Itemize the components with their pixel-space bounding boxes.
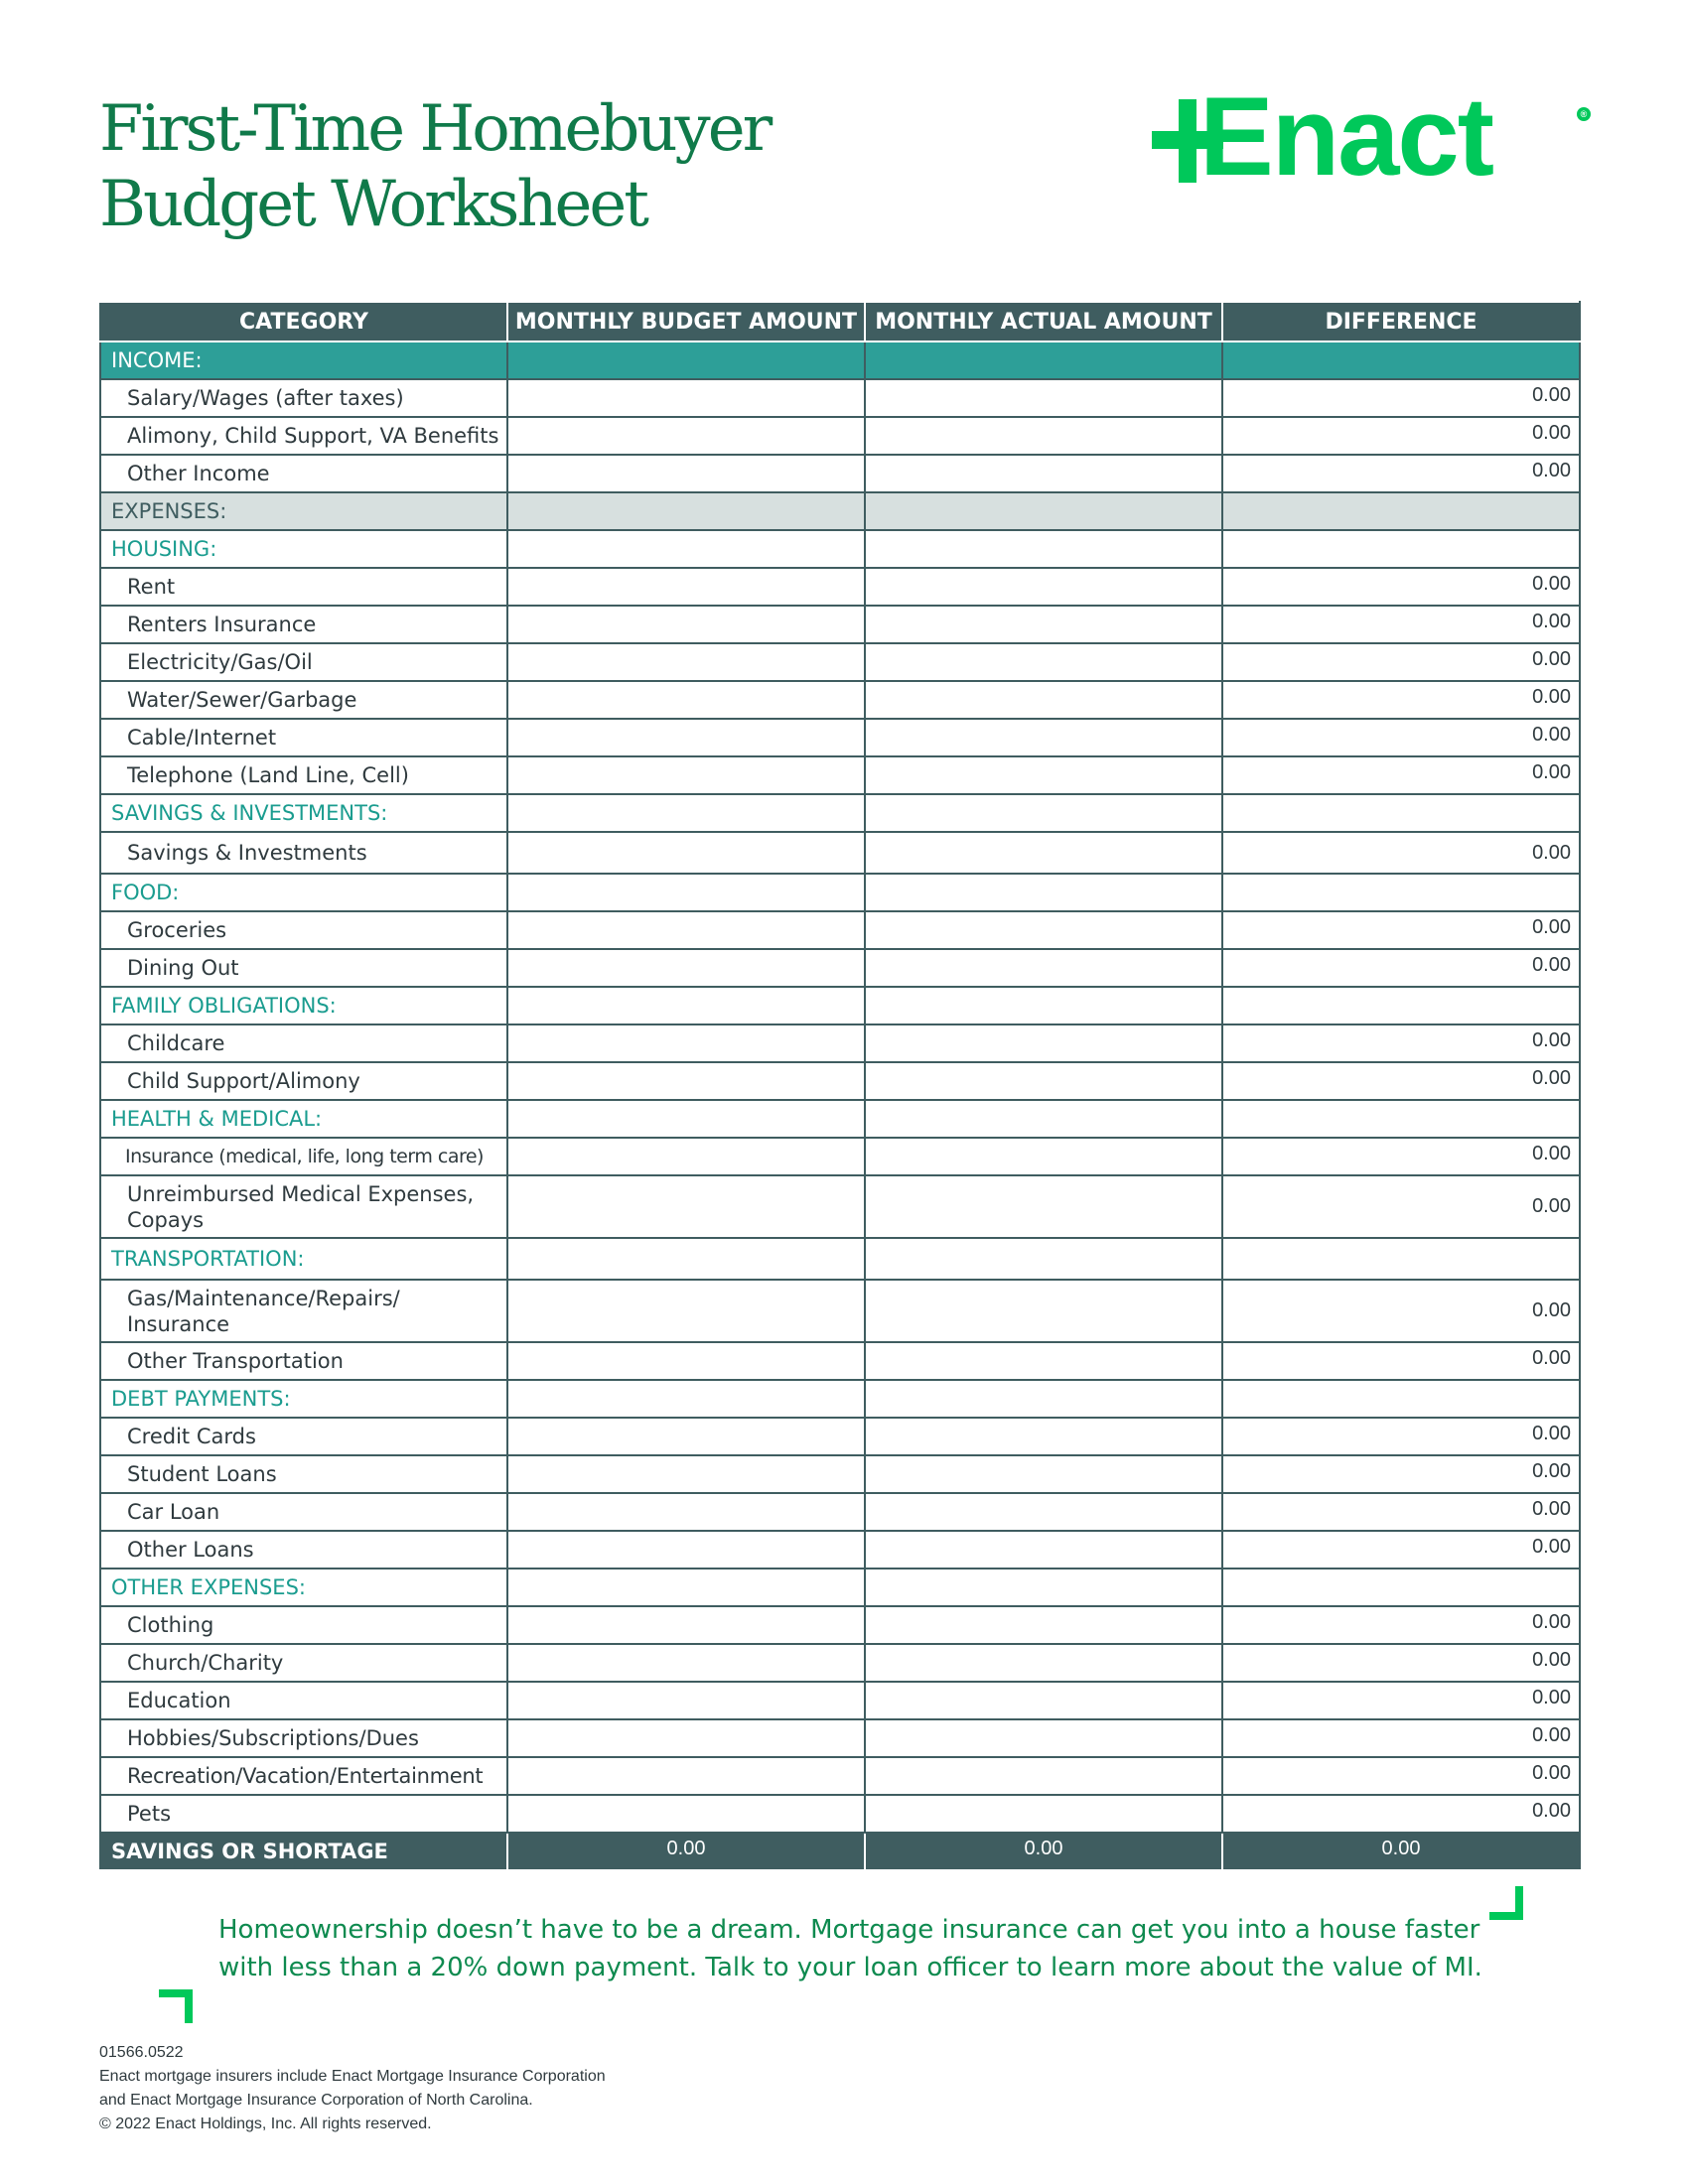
actual-input-cell[interactable] bbox=[865, 1418, 1222, 1455]
budget-input-cell[interactable] bbox=[507, 1493, 865, 1531]
budget-input-cell[interactable] bbox=[507, 379, 865, 417]
difference-value: 0.00 bbox=[1222, 606, 1580, 643]
category-row-transportation bbox=[100, 1238, 1580, 1280]
table-row bbox=[100, 1138, 1580, 1175]
budget-cell bbox=[507, 1238, 865, 1280]
budget-input-cell[interactable] bbox=[507, 1175, 865, 1238]
budget-input-cell[interactable] bbox=[507, 756, 865, 794]
budget-input-cell[interactable] bbox=[507, 1719, 865, 1757]
disclaimer-line: Enact mortgage insurers include Enact Mortgage Insurance Corporation bbox=[99, 2068, 606, 2085]
difference-cell bbox=[1222, 1100, 1580, 1138]
actual-input-cell[interactable] bbox=[865, 681, 1222, 719]
page-title bbox=[99, 91, 770, 242]
actual-input-cell[interactable] bbox=[865, 606, 1222, 643]
budget-cell bbox=[507, 1569, 865, 1606]
difference-value: 0.00 bbox=[1222, 1493, 1580, 1531]
budget-input-cell[interactable] bbox=[507, 1138, 865, 1175]
actual-input-cell[interactable] bbox=[865, 1342, 1222, 1380]
table-row bbox=[100, 1719, 1580, 1757]
table-row bbox=[100, 1531, 1580, 1569]
table-row bbox=[100, 606, 1580, 643]
difference-cell bbox=[1222, 794, 1580, 832]
category-label: HEALTH & MEDICAL: bbox=[100, 1100, 507, 1138]
difference-cell bbox=[1222, 492, 1580, 530]
table-row bbox=[100, 756, 1580, 794]
actual-cell bbox=[865, 874, 1222, 911]
difference-value: 0.00 bbox=[1222, 719, 1580, 756]
document-code: 01566.0522 bbox=[99, 2044, 184, 2061]
category-label: SAVINGS & INVESTMENTS: bbox=[100, 794, 507, 832]
actual-input-cell[interactable] bbox=[865, 417, 1222, 455]
budget-input-cell[interactable] bbox=[507, 568, 865, 606]
actual-input-cell[interactable] bbox=[865, 1606, 1222, 1644]
row-label: Recreation/Vacation/Entertainment bbox=[100, 1757, 507, 1795]
actual-input-cell[interactable] bbox=[865, 1024, 1222, 1062]
difference-cell bbox=[1222, 1380, 1580, 1418]
budget-input-cell[interactable] bbox=[507, 417, 865, 455]
difference-value: 0.00 bbox=[1222, 1757, 1580, 1795]
row-label: Clothing bbox=[100, 1606, 507, 1644]
actual-input-cell[interactable] bbox=[865, 455, 1222, 492]
actual-input-cell[interactable] bbox=[865, 911, 1222, 949]
budget-input-cell[interactable] bbox=[507, 1024, 865, 1062]
actual-cell bbox=[865, 341, 1222, 379]
difference-cell bbox=[1222, 530, 1580, 568]
difference-value: 0.00 bbox=[1222, 1280, 1580, 1342]
budget-cell bbox=[507, 794, 865, 832]
category-row-housing bbox=[100, 530, 1580, 568]
actual-cell bbox=[865, 1238, 1222, 1280]
table-row bbox=[100, 1606, 1580, 1644]
table-row bbox=[100, 1024, 1580, 1062]
difference-value: 0.00 bbox=[1222, 417, 1580, 455]
header-monthly-actual: MONTHLY ACTUAL AMOUNT bbox=[865, 302, 1222, 341]
budget-input-cell[interactable] bbox=[507, 1682, 865, 1719]
table-row bbox=[100, 1280, 1580, 1342]
table-row bbox=[100, 1682, 1580, 1719]
actual-input-cell[interactable] bbox=[865, 1175, 1222, 1238]
row-label: Electricity/Gas/Oil bbox=[100, 643, 507, 681]
row-label: Pets bbox=[100, 1795, 507, 1833]
header-row bbox=[100, 302, 1580, 341]
row-label: Insurance (medical, life, long term care) bbox=[100, 1138, 507, 1175]
header-difference: DIFFERENCE bbox=[1222, 302, 1580, 341]
section-label: INCOME: bbox=[100, 341, 507, 379]
difference-value: 0.00 bbox=[1222, 1062, 1580, 1100]
title-line-1: First-Time Homebuyer bbox=[99, 92, 771, 166]
difference-value: 0.00 bbox=[1222, 1682, 1580, 1719]
title-line-2: Budget Worksheet bbox=[99, 168, 646, 241]
actual-input-cell[interactable] bbox=[865, 1280, 1222, 1342]
logo-plus-mark-vertical bbox=[1179, 99, 1196, 183]
table-row bbox=[100, 1062, 1580, 1100]
row-label: Student Loans bbox=[100, 1455, 507, 1493]
budget-cell bbox=[507, 341, 865, 379]
table-row bbox=[100, 719, 1580, 756]
enact-logo bbox=[1152, 74, 1609, 199]
category-row-health bbox=[100, 1100, 1580, 1138]
table-row bbox=[100, 911, 1580, 949]
difference-value: 0.00 bbox=[1222, 1719, 1580, 1757]
row-label: Savings & Investments bbox=[100, 832, 507, 874]
table-row bbox=[100, 643, 1580, 681]
difference-value: 0.00 bbox=[1222, 1418, 1580, 1455]
difference-value: 0.00 bbox=[1222, 1138, 1580, 1175]
actual-input-cell[interactable] bbox=[865, 1531, 1222, 1569]
difference-value: 0.00 bbox=[1222, 1342, 1580, 1380]
table-row bbox=[100, 1757, 1580, 1795]
total-actual-value: 0.00 bbox=[865, 1833, 1222, 1870]
difference-value: 0.00 bbox=[1222, 756, 1580, 794]
category-label: DEBT PAYMENTS: bbox=[100, 1380, 507, 1418]
difference-cell bbox=[1222, 1569, 1580, 1606]
section-row-expenses bbox=[100, 492, 1580, 530]
budget-input-cell[interactable] bbox=[507, 1795, 865, 1833]
budget-cell bbox=[507, 874, 865, 911]
section-label: EXPENSES: bbox=[100, 492, 507, 530]
actual-input-cell[interactable] bbox=[865, 643, 1222, 681]
table-row bbox=[100, 1175, 1580, 1238]
disclaimer-line: and Enact Mortgage Insurance Corporation of North Carolina. bbox=[99, 2092, 533, 2109]
difference-value: 0.00 bbox=[1222, 1175, 1580, 1238]
table-row bbox=[100, 832, 1580, 874]
actual-input-cell[interactable] bbox=[865, 1455, 1222, 1493]
table-row bbox=[100, 1795, 1580, 1833]
difference-value: 0.00 bbox=[1222, 455, 1580, 492]
budget-input-cell[interactable] bbox=[507, 455, 865, 492]
budget-input-cell[interactable] bbox=[507, 911, 865, 949]
logo-wordmark: Enact bbox=[1199, 74, 1492, 199]
actual-input-cell[interactable] bbox=[865, 1757, 1222, 1795]
budget-input-cell[interactable] bbox=[507, 719, 865, 756]
actual-cell bbox=[865, 987, 1222, 1024]
difference-value: 0.00 bbox=[1222, 1606, 1580, 1644]
category-label: OTHER EXPENSES: bbox=[100, 1569, 507, 1606]
actual-input-cell[interactable] bbox=[865, 756, 1222, 794]
row-label: Childcare bbox=[100, 1024, 507, 1062]
row-label: Church/Charity bbox=[100, 1644, 507, 1682]
actual-input-cell[interactable] bbox=[865, 568, 1222, 606]
table-row bbox=[100, 1644, 1580, 1682]
category-row-savings bbox=[100, 794, 1580, 832]
table-row bbox=[100, 681, 1580, 719]
actual-input-cell[interactable] bbox=[865, 379, 1222, 417]
row-label: Other Income bbox=[100, 455, 507, 492]
difference-cell bbox=[1222, 1238, 1580, 1280]
budget-input-cell[interactable] bbox=[507, 1606, 865, 1644]
difference-value: 0.00 bbox=[1222, 1024, 1580, 1062]
budget-input-cell[interactable] bbox=[507, 832, 865, 874]
header-monthly-budget: MONTHLY BUDGET AMOUNT bbox=[507, 302, 865, 341]
promo-tagline: Homeownership doesn’t have to be a dream. Mortgage insurance can get you into a house faster with less than a 20% down payment. Talk to your loan officer to learn more about the value of MI. bbox=[218, 1915, 1482, 1982]
corner-bracket-decoration bbox=[1489, 1886, 1523, 1920]
total-label: SAVINGS OR SHORTAGE bbox=[100, 1833, 507, 1870]
row-label: Unreimbursed Medical Expenses, Copays bbox=[100, 1175, 507, 1238]
copyright-line: © 2022 Enact Holdings, Inc. All rights reserved. bbox=[99, 2116, 432, 2132]
budget-input-cell[interactable] bbox=[507, 643, 865, 681]
difference-value: 0.00 bbox=[1222, 832, 1580, 874]
row-label: Water/Sewer/Garbage bbox=[100, 681, 507, 719]
row-label: Gas/Maintenance/Repairs/ Insurance bbox=[100, 1280, 507, 1342]
difference-value: 0.00 bbox=[1222, 911, 1580, 949]
actual-input-cell[interactable] bbox=[865, 1682, 1222, 1719]
corner-bracket-decoration bbox=[159, 1989, 193, 2023]
registered-mark: ® bbox=[1577, 107, 1591, 121]
difference-cell bbox=[1222, 987, 1580, 1024]
category-row-food bbox=[100, 874, 1580, 911]
table-row bbox=[100, 379, 1580, 417]
difference-value: 0.00 bbox=[1222, 949, 1580, 987]
budget-input-cell[interactable] bbox=[507, 1418, 865, 1455]
table-row bbox=[100, 1455, 1580, 1493]
row-label: Salary/Wages (after taxes) bbox=[100, 379, 507, 417]
actual-input-cell[interactable] bbox=[865, 1795, 1222, 1833]
table-row bbox=[100, 1342, 1580, 1380]
row-label: Telephone (Land Line, Cell) bbox=[100, 756, 507, 794]
footer bbox=[99, 2041, 606, 2136]
category-row-other-expenses bbox=[100, 1569, 1580, 1606]
category-row-debt bbox=[100, 1380, 1580, 1418]
row-label: Rent bbox=[100, 568, 507, 606]
table-row bbox=[100, 1418, 1580, 1455]
actual-cell bbox=[865, 1569, 1222, 1606]
actual-input-cell[interactable] bbox=[865, 1062, 1222, 1100]
difference-value: 0.00 bbox=[1222, 1531, 1580, 1569]
difference-value: 0.00 bbox=[1222, 1644, 1580, 1682]
table-row bbox=[100, 417, 1580, 455]
table-row bbox=[100, 568, 1580, 606]
table-row bbox=[100, 455, 1580, 492]
actual-cell bbox=[865, 492, 1222, 530]
row-label: Alimony, Child Support, VA Benefits bbox=[100, 417, 507, 455]
budget-input-cell[interactable] bbox=[507, 1455, 865, 1493]
total-difference-value: 0.00 bbox=[1222, 1833, 1580, 1870]
budget-input-cell[interactable] bbox=[507, 1757, 865, 1795]
actual-input-cell[interactable] bbox=[865, 1493, 1222, 1531]
difference-cell bbox=[1222, 874, 1580, 911]
budget-cell bbox=[507, 1380, 865, 1418]
table-row bbox=[100, 949, 1580, 987]
category-label: HOUSING: bbox=[100, 530, 507, 568]
total-row bbox=[100, 1833, 1580, 1870]
budget-input-cell[interactable] bbox=[507, 606, 865, 643]
category-row-family bbox=[100, 987, 1580, 1024]
category-label: FOOD: bbox=[100, 874, 507, 911]
actual-input-cell[interactable] bbox=[865, 949, 1222, 987]
row-label: Cable/Internet bbox=[100, 719, 507, 756]
budget-input-cell[interactable] bbox=[507, 681, 865, 719]
difference-value: 0.00 bbox=[1222, 1795, 1580, 1833]
difference-value: 0.00 bbox=[1222, 643, 1580, 681]
row-label: Renters Insurance bbox=[100, 606, 507, 643]
budget-input-cell[interactable] bbox=[507, 949, 865, 987]
budget-cell bbox=[507, 1100, 865, 1138]
total-budget-value: 0.00 bbox=[507, 1833, 865, 1870]
difference-value: 0.00 bbox=[1222, 1455, 1580, 1493]
actual-input-cell[interactable] bbox=[865, 1719, 1222, 1757]
actual-input-cell[interactable] bbox=[865, 1138, 1222, 1175]
header-category: CATEGORY bbox=[100, 302, 507, 341]
row-label: Groceries bbox=[100, 911, 507, 949]
row-label: Other Transportation bbox=[100, 1342, 507, 1380]
budget-input-cell[interactable] bbox=[507, 1342, 865, 1380]
category-label: TRANSPORTATION: bbox=[100, 1238, 507, 1280]
actual-input-cell[interactable] bbox=[865, 832, 1222, 874]
budget-cell bbox=[507, 530, 865, 568]
difference-value: 0.00 bbox=[1222, 379, 1580, 417]
row-label: Other Loans bbox=[100, 1531, 507, 1569]
actual-cell bbox=[865, 1380, 1222, 1418]
actual-input-cell[interactable] bbox=[865, 1644, 1222, 1682]
actual-input-cell[interactable] bbox=[865, 719, 1222, 756]
difference-value: 0.00 bbox=[1222, 681, 1580, 719]
budget-cell bbox=[507, 492, 865, 530]
budget-input-cell[interactable] bbox=[507, 1062, 865, 1100]
budget-table bbox=[99, 301, 1581, 1871]
category-label: FAMILY OBLIGATIONS: bbox=[100, 987, 507, 1024]
budget-input-cell[interactable] bbox=[507, 1280, 865, 1342]
actual-cell bbox=[865, 530, 1222, 568]
budget-input-cell[interactable] bbox=[507, 1644, 865, 1682]
row-label: Credit Cards bbox=[100, 1418, 507, 1455]
difference-cell bbox=[1222, 341, 1580, 379]
row-label: Dining Out bbox=[100, 949, 507, 987]
table-row bbox=[100, 1493, 1580, 1531]
section-row-income bbox=[100, 341, 1580, 379]
row-label: Education bbox=[100, 1682, 507, 1719]
budget-input-cell[interactable] bbox=[507, 1531, 865, 1569]
row-label: Hobbies/Subscriptions/Dues bbox=[100, 1719, 507, 1757]
difference-value: 0.00 bbox=[1222, 568, 1580, 606]
actual-cell bbox=[865, 794, 1222, 832]
budget-cell bbox=[507, 987, 865, 1024]
actual-cell bbox=[865, 1100, 1222, 1138]
row-label: Child Support/Alimony bbox=[100, 1062, 507, 1100]
row-label: Car Loan bbox=[100, 1493, 507, 1531]
